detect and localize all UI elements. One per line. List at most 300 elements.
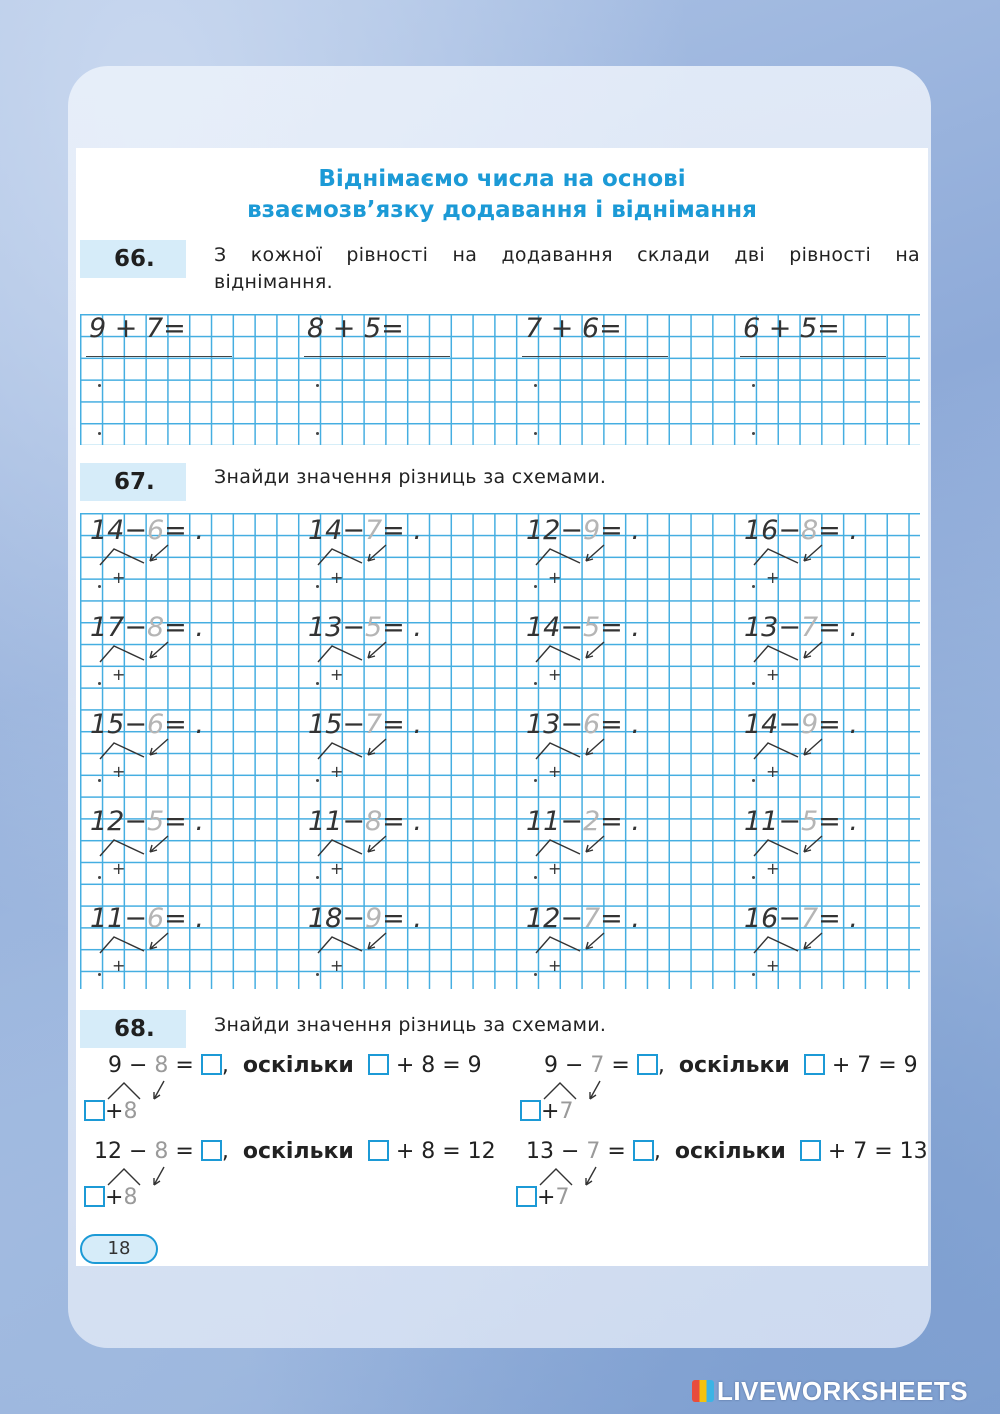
minuend: 15: [90, 709, 125, 740]
addend-a: 8: [307, 313, 325, 344]
equals-sign: =: [381, 313, 404, 344]
addend-a: 7: [525, 313, 543, 344]
split-lines: [754, 646, 798, 662]
plus-sign: +: [105, 1185, 124, 1210]
title-line-1: Віднімаємо числа на основі: [318, 166, 686, 192]
answer-dot: .: [404, 515, 422, 546]
exercise-66-number: 66.: [80, 240, 186, 278]
answer-dot: .: [622, 903, 640, 934]
known-part: 7: [559, 1099, 574, 1124]
decomposition-schema: [314, 834, 394, 868]
arrow-icon: [804, 933, 822, 949]
minuend: 14: [526, 612, 561, 643]
plus-sign: +: [330, 956, 344, 975]
decomposition-result: [520, 1098, 573, 1126]
arrow-icon: [150, 642, 168, 658]
subtraction-equation: [526, 710, 640, 740]
minus-sign: −: [560, 806, 583, 837]
subtrahend: 5: [146, 806, 165, 837]
answer-dot[interactable]: [752, 973, 755, 976]
plus-sign: +: [542, 313, 582, 344]
plus-sign: +: [330, 762, 344, 781]
answer-box[interactable]: [201, 1140, 222, 1161]
check-expression: + 8 =: [388, 1139, 468, 1164]
subtrahend: 7: [364, 515, 383, 546]
decomposition-schema: [750, 737, 830, 771]
answer-dot[interactable]: [752, 432, 755, 435]
minus-sign: −: [560, 612, 583, 643]
answer-dot[interactable]: [316, 432, 319, 435]
answer-dot: .: [840, 903, 858, 934]
equals-sign: =: [168, 1139, 201, 1164]
liveworksheets-logo: [692, 1376, 968, 1404]
answer-dot: .: [840, 709, 858, 740]
minus-sign: −: [124, 806, 147, 837]
subtrahend: 7: [582, 903, 601, 934]
plus-sign: +: [330, 665, 344, 684]
plus-sign: +: [112, 762, 126, 781]
answer-dot: .: [840, 806, 858, 837]
minuend: 12: [94, 1139, 122, 1164]
decomposition-schema: [314, 543, 394, 577]
part-box[interactable]: [84, 1100, 105, 1121]
arrow-icon: [586, 933, 604, 949]
answer-dot: .: [186, 709, 204, 740]
minus-sign: −: [778, 515, 801, 546]
known-part: 8: [123, 1099, 138, 1124]
answer-dot[interactable]: [752, 779, 755, 782]
plus-sign: +: [766, 568, 780, 587]
minuend: 12: [526, 903, 561, 934]
arrow-icon: [586, 1167, 596, 1185]
exercise-66-task-line-1: З кожної рівності на додавання склади дві рівності на: [214, 244, 920, 266]
answer-dot[interactable]: [316, 973, 319, 976]
plus-sign: +: [330, 568, 344, 587]
check-box[interactable]: [368, 1140, 389, 1161]
plus-sign: +: [112, 956, 126, 975]
liveworksheets-wordmark: LIVEWORKSHEETS: [717, 1376, 969, 1406]
subtrahend: 8: [154, 1053, 169, 1078]
decomposition-schema: [750, 640, 830, 674]
because-word: оскільки: [678, 1053, 790, 1078]
decomposition-schema: [750, 543, 830, 577]
split-lines: [754, 549, 798, 565]
minus-sign: −: [124, 515, 147, 546]
decomposition-schema: [96, 737, 176, 771]
check-result: 13: [899, 1139, 928, 1164]
subtrahend: 2: [582, 806, 601, 837]
answer-dot[interactable]: [534, 876, 537, 879]
answer-dot[interactable]: [534, 779, 537, 782]
subtrahend: 5: [364, 612, 383, 643]
check-box[interactable]: [804, 1054, 825, 1075]
minus-sign: −: [342, 515, 365, 546]
arrow-icon: [804, 836, 822, 852]
answer-line[interactable]: [522, 356, 668, 357]
plus-sign: +: [324, 313, 364, 344]
subtrahend: 8: [146, 612, 165, 643]
check-box[interactable]: [368, 1054, 389, 1075]
equals-sign: =: [600, 515, 623, 546]
minus-sign: −: [122, 1053, 155, 1078]
subtrahend: 6: [582, 709, 601, 740]
spacer: [354, 1139, 368, 1164]
part-box[interactable]: [520, 1100, 541, 1121]
equals-sign: =: [164, 903, 187, 934]
because-word: оскільки: [674, 1139, 786, 1164]
plus-sign: +: [548, 568, 562, 587]
plus-sign: +: [548, 665, 562, 684]
subtrahend: 7: [800, 903, 819, 934]
minus-sign: −: [124, 709, 147, 740]
title-line-2: взаємозв’язку додавання і віднімання: [247, 197, 757, 223]
plus-sign: +: [766, 665, 780, 684]
check-expression: + 7 =: [824, 1053, 904, 1078]
addend-a: 6: [743, 313, 761, 344]
check-box[interactable]: [800, 1140, 821, 1161]
subtraction-equation: [90, 904, 204, 934]
because-word: оскільки: [242, 1139, 354, 1164]
spacer: [786, 1139, 800, 1164]
arrow-icon: [586, 739, 604, 755]
exercise-66-grid: [80, 314, 920, 445]
equals-sign: =: [382, 709, 405, 740]
minuend: 18: [308, 903, 343, 934]
split-lines: [100, 840, 144, 856]
minuend: 17: [90, 612, 125, 643]
answer-dot[interactable]: [752, 876, 755, 879]
plus-sign: +: [766, 956, 780, 975]
minus-sign: −: [560, 515, 583, 546]
answer-dot[interactable]: [534, 682, 537, 685]
comma: ,: [657, 1053, 679, 1078]
answer-dot[interactable]: [534, 973, 537, 976]
split-lines: [754, 743, 798, 759]
decomposition-schema: [314, 737, 394, 771]
arrow-icon: [154, 1081, 164, 1099]
answer-box[interactable]: [633, 1140, 654, 1161]
split-lines: [544, 1083, 576, 1099]
equals-sign: =: [164, 806, 187, 837]
known-part: 8: [123, 1185, 138, 1210]
decomposition-schema: [314, 931, 394, 965]
split-lines: [536, 743, 580, 759]
subtraction-equation: [90, 613, 204, 643]
check-result: 9: [903, 1053, 918, 1078]
plus-sign: +: [105, 1099, 124, 1124]
arrow-icon: [368, 933, 386, 949]
answer-dot[interactable]: [98, 384, 101, 387]
subtraction-equation: [526, 516, 640, 546]
subtrahend: 9: [582, 515, 601, 546]
decomposition-schema: [532, 737, 612, 771]
decomposition-schema: [750, 834, 830, 868]
split-lines: [100, 549, 144, 565]
comma: ,: [221, 1053, 243, 1078]
because-word: оскільки: [242, 1053, 354, 1078]
decomposition-schema: [532, 931, 612, 965]
minuend: 11: [744, 806, 779, 837]
answer-dot: .: [404, 612, 422, 643]
subtraction-with-check: [544, 1052, 918, 1080]
decomposition-schema: [750, 931, 830, 965]
plus-sign: +: [112, 568, 126, 587]
answer-box[interactable]: [201, 1054, 222, 1075]
minus-sign: −: [778, 903, 801, 934]
minus-sign: −: [342, 612, 365, 643]
answer-dot: .: [186, 903, 204, 934]
arrow-icon: [150, 739, 168, 755]
answer-dot[interactable]: [316, 779, 319, 782]
answer-box[interactable]: [637, 1054, 658, 1075]
answer-dot[interactable]: [98, 973, 101, 976]
answer-dot: .: [840, 612, 858, 643]
equals-sign: =: [818, 709, 841, 740]
subtraction-equation: [744, 710, 858, 740]
minus-sign: −: [778, 612, 801, 643]
equals-sign: =: [600, 612, 623, 643]
subtraction-equation: [526, 904, 640, 934]
answer-dot[interactable]: [98, 432, 101, 435]
answer-dot: .: [186, 515, 204, 546]
split-lines: [100, 937, 144, 953]
minus-sign: −: [558, 1053, 591, 1078]
minuend: 13: [308, 612, 343, 643]
part-box[interactable]: [84, 1186, 105, 1207]
subtrahend: 9: [364, 903, 383, 934]
answer-dot[interactable]: [752, 384, 755, 387]
known-part: 7: [555, 1185, 570, 1210]
subtraction-equation: [308, 613, 422, 643]
subtrahend: 8: [154, 1139, 169, 1164]
answer-dot[interactable]: [752, 585, 755, 588]
arrow-icon: [150, 545, 168, 561]
answer-dot[interactable]: [98, 876, 101, 879]
plus-sign: +: [548, 859, 562, 878]
decomposition-result: [84, 1098, 137, 1126]
subtraction-equation: [308, 904, 422, 934]
exercise-67-grid: [80, 513, 920, 989]
split-lines: [536, 937, 580, 953]
arrow-icon: [586, 836, 604, 852]
comma: ,: [221, 1139, 243, 1164]
split-lines: [536, 840, 580, 856]
answer-line[interactable]: [304, 356, 450, 357]
decomposition-schema: [96, 931, 176, 965]
arrow-icon: [150, 836, 168, 852]
exercise-68-task: Знайди значення різниць за схемами.: [214, 1014, 607, 1036]
arrow-icon: [804, 739, 822, 755]
plus-sign: +: [330, 859, 344, 878]
subtrahend: 7: [590, 1053, 605, 1078]
decomposition-schema: [96, 834, 176, 868]
split-lines: [108, 1083, 140, 1099]
subtraction-equation: [308, 516, 422, 546]
split-lines: [754, 840, 798, 856]
minuend: 9: [544, 1053, 558, 1078]
check-result: 9: [467, 1053, 482, 1078]
answer-line[interactable]: [86, 356, 232, 357]
subtraction-equation: [90, 807, 204, 837]
equals-sign: =: [818, 806, 841, 837]
decomposition-result: [516, 1184, 569, 1212]
subtrahend: 7: [586, 1139, 601, 1164]
subtraction-with-check: [108, 1052, 482, 1080]
split-lines: [100, 743, 144, 759]
split-lines: [318, 549, 362, 565]
split-lines: [536, 549, 580, 565]
arrow-icon: [154, 1167, 164, 1185]
answer-dot: .: [622, 806, 640, 837]
answer-dot[interactable]: [98, 585, 101, 588]
subtraction-equation: [744, 613, 858, 643]
subtraction-equation: [526, 613, 640, 643]
subtrahend: 5: [800, 806, 819, 837]
equals-sign: =: [164, 515, 187, 546]
equals-sign: =: [168, 1053, 201, 1078]
page-title: [76, 164, 928, 226]
minus-sign: −: [560, 709, 583, 740]
arrow-icon: [804, 642, 822, 658]
subtraction-equation: [744, 904, 858, 934]
minuend: 14: [90, 515, 125, 546]
minus-sign: −: [778, 806, 801, 837]
equals-sign: =: [818, 903, 841, 934]
subtrahend: 7: [364, 709, 383, 740]
subtraction-equation: [744, 807, 858, 837]
subtraction-equation: [308, 710, 422, 740]
subtraction-with-check: [94, 1138, 496, 1166]
addition-equation: [307, 314, 404, 344]
minus-sign: −: [122, 1139, 155, 1164]
minuend: 14: [308, 515, 343, 546]
subtraction-with-check: [526, 1138, 928, 1166]
minuend: 13: [526, 1139, 554, 1164]
minus-sign: −: [342, 709, 365, 740]
minuend: 12: [526, 515, 561, 546]
answer-dot: .: [622, 515, 640, 546]
answer-dot[interactable]: [316, 384, 319, 387]
check-result: 12: [467, 1139, 496, 1164]
plus-sign: +: [541, 1099, 560, 1124]
minuend: 11: [308, 806, 343, 837]
answer-dot[interactable]: [534, 585, 537, 588]
equals-sign: =: [600, 903, 623, 934]
addend-b: 7: [145, 313, 164, 344]
minus-sign: −: [778, 709, 801, 740]
answer-dot[interactable]: [534, 432, 537, 435]
equals-sign: =: [382, 806, 405, 837]
part-box[interactable]: [516, 1186, 537, 1207]
answer-dot: .: [840, 515, 858, 546]
minus-sign: −: [342, 806, 365, 837]
equals-sign: =: [600, 806, 623, 837]
plus-sign: +: [766, 762, 780, 781]
arrow-icon: [586, 642, 604, 658]
plus-sign: +: [112, 665, 126, 684]
check-expression: + 8 =: [388, 1053, 468, 1078]
equals-sign: =: [382, 612, 405, 643]
decomposition-schema: [532, 543, 612, 577]
decomposition-schema: [314, 640, 394, 674]
split-lines: [536, 646, 580, 662]
spacer: [790, 1053, 804, 1078]
page-number: 18: [80, 1234, 158, 1264]
answer-dot[interactable]: [98, 682, 101, 685]
answer-dot: .: [622, 709, 640, 740]
equals-sign: =: [604, 1053, 637, 1078]
arrow-icon: [150, 933, 168, 949]
equals-sign: =: [818, 612, 841, 643]
answer-dot[interactable]: [316, 585, 319, 588]
answer-dot[interactable]: [98, 779, 101, 782]
minuend: 11: [90, 903, 125, 934]
equals-sign: =: [600, 1139, 633, 1164]
subtraction-equation: [744, 516, 858, 546]
equals-sign: =: [382, 903, 405, 934]
minus-sign: −: [554, 1139, 587, 1164]
equals-sign: =: [817, 313, 840, 344]
decomposition-schema: [96, 640, 176, 674]
exercise-66-task-line-2: віднімання.: [214, 271, 333, 293]
minuend: 15: [308, 709, 343, 740]
plus-sign: +: [112, 859, 126, 878]
addition-equation: [525, 314, 622, 344]
plus-sign: +: [106, 313, 146, 344]
answer-dot: .: [404, 903, 422, 934]
decomposition-result: [84, 1184, 137, 1212]
addition-equation: [89, 314, 186, 344]
answer-dot[interactable]: [752, 682, 755, 685]
equals-sign: =: [600, 709, 623, 740]
answer-dot: .: [186, 806, 204, 837]
worksheet-page: [76, 148, 928, 1266]
split-lines: [318, 743, 362, 759]
minuend: 16: [744, 515, 779, 546]
answer-dot: .: [622, 612, 640, 643]
answer-dot: .: [186, 612, 204, 643]
answer-dot[interactable]: [316, 876, 319, 879]
answer-dot[interactable]: [316, 682, 319, 685]
addition-equation: [743, 314, 840, 344]
addend-b: 6: [581, 313, 600, 344]
subtrahend: 6: [146, 709, 165, 740]
arrow-icon: [368, 545, 386, 561]
minus-sign: −: [560, 903, 583, 934]
equals-sign: =: [382, 515, 405, 546]
arrow-icon: [804, 545, 822, 561]
equals-sign: =: [163, 313, 186, 344]
minus-sign: −: [124, 903, 147, 934]
minuend: 16: [744, 903, 779, 934]
minuend: 12: [90, 806, 125, 837]
decomposition-schema: [96, 543, 176, 577]
minus-sign: −: [124, 612, 147, 643]
subtrahend: 8: [364, 806, 383, 837]
minuend: 14: [744, 709, 779, 740]
subtrahend: 7: [800, 612, 819, 643]
answer-dot[interactable]: [534, 384, 537, 387]
spacer: [354, 1053, 368, 1078]
minuend: 11: [526, 806, 561, 837]
decomposition-schema: [532, 640, 612, 674]
equals-sign: =: [818, 515, 841, 546]
answer-line[interactable]: [740, 356, 886, 357]
addend-a: 9: [89, 313, 107, 344]
subtraction-equation: [526, 807, 640, 837]
subtrahend: 6: [146, 903, 165, 934]
plus-sign: +: [537, 1185, 556, 1210]
